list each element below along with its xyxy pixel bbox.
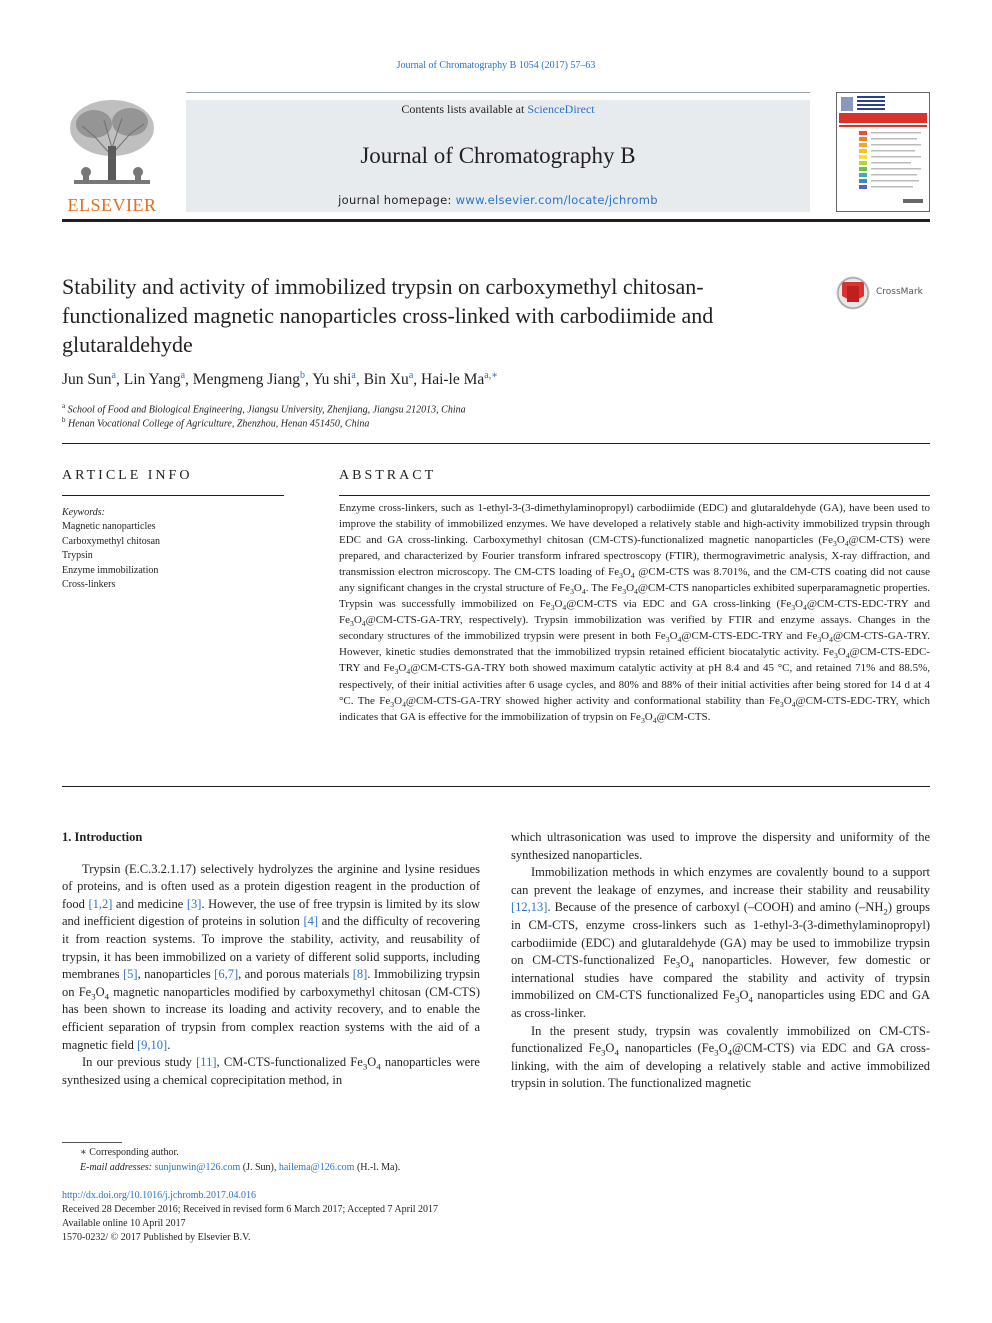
keywords-label: Keywords: bbox=[62, 507, 105, 518]
crossmark-label: CrossMark bbox=[876, 287, 923, 297]
paragraph: which ultrasonication was used to improve the dispersity and uniformity of the synthesized nanoparticles. bbox=[511, 830, 930, 862]
citation-link[interactable]: [11] bbox=[196, 1055, 217, 1070]
divider bbox=[339, 495, 930, 496]
elsevier-tree-icon bbox=[64, 96, 160, 188]
elsevier-logo[interactable] bbox=[60, 96, 164, 214]
article-info-heading: ARTICLE INFO bbox=[62, 468, 193, 483]
journal-banner bbox=[186, 100, 810, 212]
divider bbox=[62, 495, 284, 496]
footnote-rule bbox=[62, 1142, 122, 1143]
cover-image bbox=[837, 93, 929, 211]
received-dates: Received 28 December 2016; Received in revised form 6 March 2017; Accepted 7 April 2017 bbox=[62, 1204, 438, 1215]
keywords-block bbox=[62, 506, 284, 592]
online-date: Available online 10 April 2017 bbox=[62, 1218, 186, 1229]
divider bbox=[62, 786, 930, 787]
journal-cover-thumbnail[interactable] bbox=[836, 92, 930, 212]
keyword: Carboxymethyl chitosan bbox=[62, 535, 161, 547]
citation-link[interactable]: [9,10] bbox=[136, 1037, 168, 1052]
body-column-left bbox=[62, 829, 480, 1089]
abstract-text: Enzyme cross-linkers, such as 1-ethyl-3-(3-dimethylaminopropyl) carbodiimide (EDC) and glutaraldehyde (GA), have been used to improve the stability of immobilized enzymes. We have developed a relatively stable and high-activity immobilized trypsin through EDC and GA cross-linking. Carboxymethyl chitosan (CM-CTS)-functionalized magnetic nanoparticles $(Fe_3O_4@CM-CTS)$ were prepared, and characterized by Fourier transform infrared spectroscopy (FTIR), thermogravimetric analysis, X-ray diffraction, and transmission electron microscopy. The CM-CTS loading of $Fe_3O_4$ @CM-CTS was 8.701%, and the CM-CTS coating did not cause any significant changes in the crystal structure of $Fe_3O_4$. The $Fe_3O_4@CM$-CTS nanoparticles exhibited superparamagnetic properties. Trypsin was successfully immobilized on $Fe_3O_4@CM$-CTS via EDC and GA cross-linking ($Fe_3O_4@CM-CTS-EDC$-TRY and $Fe_3O_4@CM-CTS-GA$-TRY, respectively). Trypsin immobilization was verified by FTIR and enzyme assays. Changes in the secondary structures of the immobilized trypsin were present in both $Fe_3O_4@CM-CTS-EDC$-TRY and $Fe_3O_4@CM-CTS-GA$-TRY. However, kinetic studies demonstrated that the immobilized trypsin retained efficient biocatalytic activity. $Fe_3O_4@CM-CTS-EDC$-TRY and $Fe_3O_4@CM-CTS-GA$-TRY both showed maximum catalytic activity at pH 8.4 and 45 °C, and retained 71% and 88.5%, respectively, of their initial activities after 6 usage cycles, and 80% and 88% of their initial activities after being stored for 14 d at 4 °C. The $Fe_3O_4@CM-CTS-GA$-TRY showed higher activity and conformational stability than $Fe_3O_4@CM-CTS-EDC$-TRY, which indicates that GA is effective for the immobilization of trypsin on $Fe_3O_4@CM$-CTS. bbox=[339, 502, 931, 725]
author[interactable]: Hai-le $Ma^{a,∗}$ bbox=[421, 370, 499, 389]
citation-link[interactable]: [1,2] bbox=[88, 896, 113, 911]
author-list bbox=[62, 370, 930, 389]
paragraph: Immobilization methods in which enzymes are covalently bound to a support can prevent the leakage of enzymes, and increase their stability and reusability [12,13]. Because of the presence of carboxyl (–COOH) and amino $(-NH_2)$ groups in CM-CTS, enzyme cross-linkers such as 1-ethyl-3-(3-dimethylaminopropyl) carbodiimide (EDC) and glutaraldehyde (GA) may be used to immobilize trypsin on CM-CTS-functionalized $Fe_3O_4$ nanoparticles. However, few domestic or international studies have compared the stability and activity of trypsin immobilized on CM-CTS functionalized $Fe_3O_4$ nanoparticles using EDC and GA as cross-linker. bbox=[511, 865, 930, 1020]
elsevier-wordmark: ELSEVIER bbox=[67, 195, 157, 215]
keyword: Trypsin bbox=[62, 550, 93, 562]
abstract-heading: ABSTRACT bbox=[339, 468, 437, 483]
corresponding-author-note: ∗ Corresponding author. bbox=[80, 1147, 179, 1158]
author[interactable]: Mengmeng Jiang$^b$, bbox=[192, 370, 313, 389]
article-meta bbox=[62, 1189, 438, 1245]
keyword: Magnetic nanoparticles bbox=[62, 521, 156, 533]
author[interactable]: Yu shi$^a$, bbox=[312, 370, 364, 389]
email-link[interactable]: sunjunwin@126.com bbox=[154, 1162, 241, 1173]
header-top-rule bbox=[186, 92, 810, 93]
paragraph: In our previous study [11], CM-CTS-functionalized $Fe_3O_4$ nanoparticles were synthesized using a chemical coprecipitation method, in bbox=[62, 1055, 480, 1087]
citation-link[interactable]: [5] bbox=[123, 967, 138, 982]
body-column-right bbox=[511, 829, 930, 1093]
paragraph: Trypsin (E.C.3.2.1.17) selectively hydrolyzes the arginine and lysine residues of proteins, and is often used as a protein digestion reagent in the production of food [1,2] and medicine [3]. However, the use of free trypsin is limited by its slow and inefficient digestion of proteins in solution [4] and the difficulty of recovering it from reaction systems. To improve the stability, activity, and reusability of trypsin, it has been immobilized on a variety of different solid supports, including membranes [5], nanoparticles [6,7], and porous materials [8]. Immobilizing trypsin on $Fe_3O_4$ magnetic nanoparticles modified by carboxymethyl chitosan (CM-CTS) has been shown to increase its loading and activity recovery, and to enable the efficient separation of trypsin from complex reaction systems with the aid of a magnetic field [9,10]. bbox=[62, 861, 481, 1052]
citation-link[interactable]: [4] bbox=[303, 914, 319, 929]
email-footnote: E-mail addresses: sunjunwin@126.com (J. Sun), hailema@126.com (H.-l. Ma). bbox=[80, 1162, 401, 1173]
citation-link[interactable]: [6,7] bbox=[214, 967, 239, 982]
crossmark-icon bbox=[836, 276, 870, 310]
affiliation: $^a$ School of Food and Biological Engineering, Jiangsu University, Zhenjiang, Jiangsu 212013, China bbox=[62, 402, 466, 416]
homepage-link[interactable]: www.elsevier.com/locate/jchromb bbox=[455, 193, 658, 207]
sciencedirect-link[interactable]: ScienceDirect bbox=[527, 102, 595, 116]
citation-link[interactable]: [3] bbox=[186, 896, 202, 911]
section-heading: 1. Introduction bbox=[62, 830, 143, 844]
copyright: 1570-0232/ © 2017 Published by Elsevier B.V. bbox=[62, 1232, 251, 1243]
contents-line: Contents lists available at ScienceDirect bbox=[401, 102, 595, 116]
paragraph: In the present study, trypsin was covalently immobilized on CM-CTS-functionalized $Fe_3O_4$ nanoparticles $(Fe_3O_4@CM-CTS)$ via EDC and GA cross-linking, with the aim of developing a relatively stable and active immobilized trypsin in solution. The functionalized magnetic bbox=[511, 1023, 930, 1091]
journal-title: Journal of Chromatography B bbox=[360, 143, 636, 168]
affiliation: $^b$ Henan Vocational College of Agriculture, Zhenzhou, Henan 451450, China bbox=[62, 416, 370, 430]
citation-link[interactable]: [8] bbox=[352, 967, 368, 982]
header-rule bbox=[62, 219, 930, 222]
author[interactable]: Lin Yang$^a$, bbox=[123, 370, 193, 389]
doi-link[interactable]: http://dx.doi.org/10.1016/j.jchromb.2017.04.016 bbox=[62, 1190, 256, 1201]
article-title: Stability and activity of immobilized trypsin on carboxymethyl chitosan-functionalized magnetic nanoparticles cross-linked with carbodiimide and glutaraldehyde bbox=[62, 274, 714, 357]
crossmark-badge[interactable] bbox=[836, 276, 932, 310]
divider bbox=[62, 443, 930, 444]
journal-citation[interactable]: Journal of Chromatography B 1054 (2017) 57–63 bbox=[396, 60, 596, 71]
journal-homepage: journal homepage: www.elsevier.com/locate/jchromb bbox=[338, 193, 658, 207]
keyword: Enzyme immobilization bbox=[62, 564, 159, 576]
keyword: Cross-linkers bbox=[62, 579, 116, 591]
author[interactable]: Jun Sun$^a$, bbox=[62, 370, 124, 389]
citation-link[interactable]: [12,13] bbox=[511, 900, 548, 915]
author[interactable]: Bin Xu$^a$, bbox=[363, 370, 422, 389]
email-link[interactable]: hailema@126.com bbox=[278, 1162, 355, 1173]
